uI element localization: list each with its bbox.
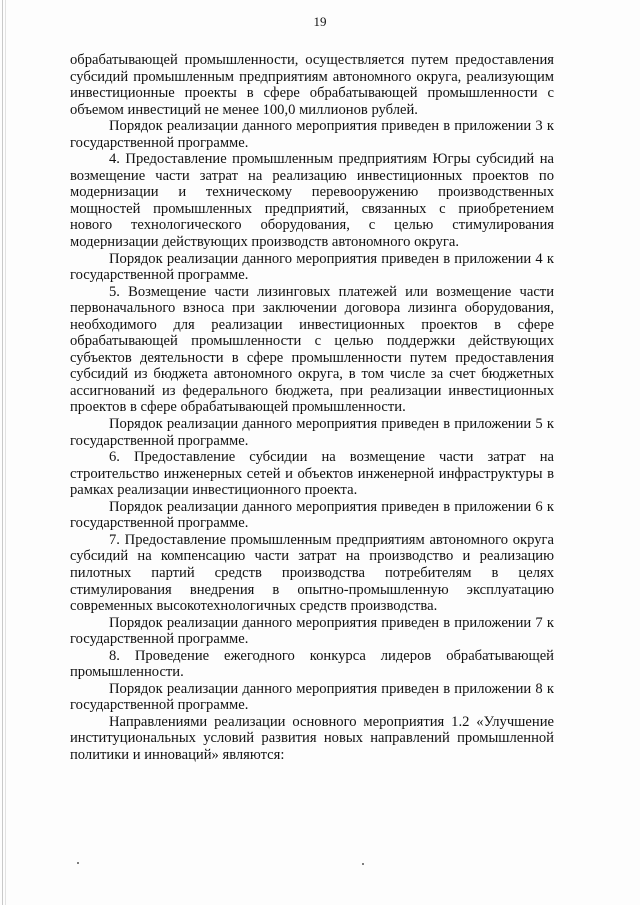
paragraph-order-annex-3: Порядок реализации данного мероприятия приведен в приложении 3 к государственной программе.: [70, 118, 554, 151]
paragraph-continuation: обрабатывающей промышленности, осуществляется путем предоставления субсидий промышленным предприятиям автономного округа, реализующим инвестиционные проекты в сфере обрабатывающей промышленности с объемом инвестиций не менее 100,0 миллионов рублей.: [70, 52, 554, 118]
page-number: 19: [313, 14, 327, 29]
body-text: [70, 52, 554, 764]
scan-edge-line-inner: [5, 0, 6, 905]
paragraph-order-annex-5: Порядок реализации данного мероприятия приведен в приложении 5 к государственной программе.: [70, 416, 554, 449]
paragraph-order-annex-7: Порядок реализации данного мероприятия приведен в приложении 7 к государственной программе.: [70, 614, 554, 648]
paragraph-item-5: 5. Возмещение части лизинговых платежей или возмещение части первоначального взноса при заключении договора лизинга оборудования, необходимого для реализации инвестиционных проектов в сфере обрабатывающей промышленности с целью поддержки действующих субъектов деятельности в сфере промышленности путем предоставления субсидий из бюджета автономного округа, в том числе за счет бюджетных ассигнований из федерального бюджета, при реализации инвестиционных проектов в сфере обрабатывающей промышленности.: [70, 283, 554, 416]
scan-speck: [77, 862, 79, 864]
scan-edge-line: [2, 0, 3, 905]
paragraph-directions-1-2: Направлениями реализации основного мероприятия 1.2 «Улучшение институциональных условий развития новых направлений промышленной политики и инноваций» являются:: [70, 713, 554, 763]
paragraph-item-4: 4. Предоставление промышленным предприятиям Югры субсидий на возмещение части затрат на реализацию инвестиционных проектов по модернизации и техническому перевооружению производственных мощностей промышленных предприятий, связанных с приобретением нового технологического оборудования, с целью стимулирования модернизации действующих производств автономного округа.: [70, 151, 554, 251]
paragraph-item-7: 7. Предоставление промышленным предприятиям автономного округа субсидий на компенсацию части затрат на производство и реализацию пилотных партий средств производства потребителям в целях стимулирования внедрения в опытно-промышленную эксплуатацию современных высокотехнологичных средств производства.: [70, 531, 554, 615]
paragraph-item-8: 8. Проведение ежегодного конкурса лидеров обрабатывающей промышленности.: [70, 647, 554, 681]
paragraph-order-annex-8: Порядок реализации данного мероприятия приведен в приложении 8 к государственной программе.: [70, 680, 554, 714]
paragraph-order-annex-4: Порядок реализации данного мероприятия приведен в приложении 4 к государственной программе.: [70, 250, 554, 284]
scan-speck: [362, 863, 364, 865]
paragraph-order-annex-6: Порядок реализации данного мероприятия приведен в приложении 6 к государственной программе.: [70, 498, 554, 532]
paragraph-item-6: 6. Предоставление субсидии на возмещение части затрат на строительство инженерных сетей и объектов инженерной инфраструктуры в рамках реализации инвестиционного проекта.: [70, 449, 554, 499]
